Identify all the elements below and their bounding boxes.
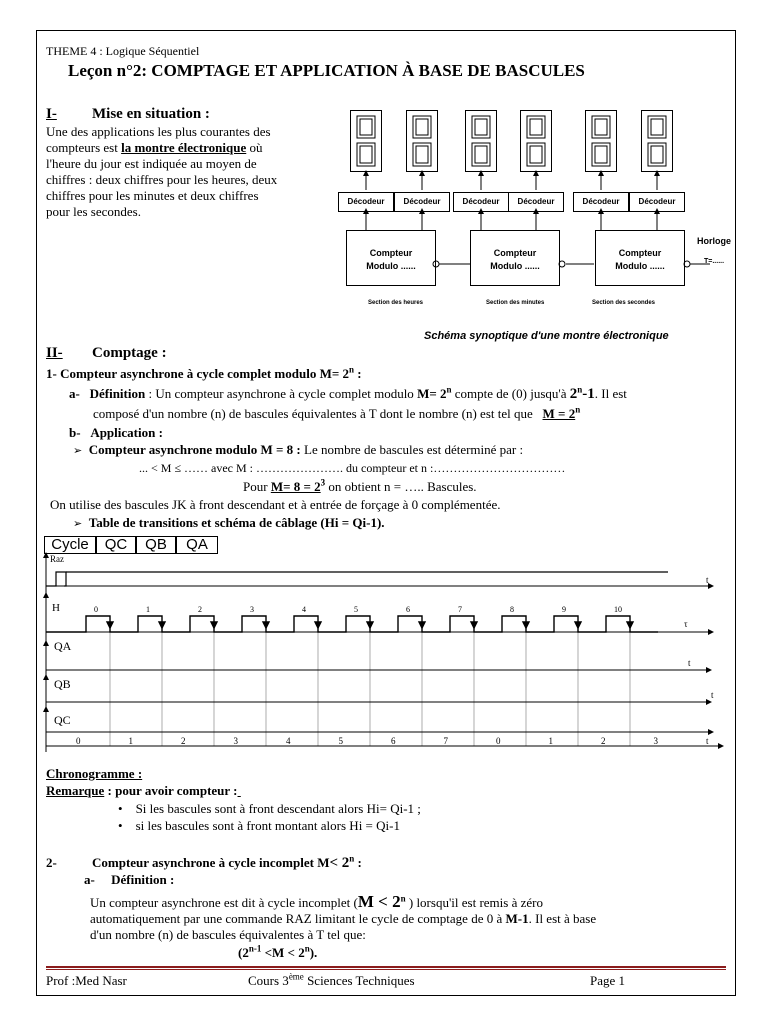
clock-number: 10 [614, 605, 622, 614]
cycle-number: 0 [496, 736, 501, 746]
falling-edge-arrow [107, 622, 113, 628]
clock-signal-H [46, 616, 658, 632]
section2-heading: Comptage : [92, 345, 167, 361]
signal-label-raz: Raz [50, 554, 64, 564]
application-line3: Pour $M= 8 = 2^3$ on obtient n = ….. Bascules. [243, 477, 477, 494]
decoder-box: Décodeur [338, 192, 394, 212]
decoder-box: Décodeur [508, 192, 564, 212]
clock-number: 8 [510, 605, 514, 614]
application-b: b- Application : [69, 425, 163, 440]
falling-edge-arrow [627, 622, 633, 628]
tab-cycle: Cycle [44, 536, 96, 554]
clock-waveform [46, 616, 658, 632]
section-label-minutes: Section des minutes [486, 300, 545, 306]
diagram-caption: Schéma synoptique d'une montre électronique [424, 330, 669, 342]
seven-segment-glyphs [350, 110, 680, 172]
bullet-item: • si les bascules sont à front montant alors Hi = Qi-1 [118, 818, 400, 833]
cycle-number: 2 [601, 736, 606, 746]
time-label: t [706, 736, 709, 746]
theme-label: THEME 4 : Logique Séquentiel [46, 44, 200, 58]
page-title: Leçon n°2: COMPTAGE ET APPLICATION À BASE DE BASCULES [68, 61, 585, 80]
section-label-seconds: Section des secondes [592, 300, 656, 306]
falling-edge-arrow [315, 622, 321, 628]
tab-qb: QB [136, 536, 176, 554]
cycle-number: 4 [286, 736, 291, 746]
clock-number: 4 [302, 605, 306, 614]
counter-minutes: Compteur Modulo ...... [470, 230, 560, 286]
application-line4: On utilise des bascules JK à front descendant et à entrée de forçage à 0 complémentée. [50, 497, 501, 512]
item2-inequality: $(2^{n-1} <M < 2^n)$. [238, 943, 318, 960]
falling-edge-arrow [367, 622, 373, 628]
item1-heading: 1- Compteur asynchrone à cycle complet modulo $M= 2^n$ : [46, 364, 362, 381]
signal-label-h: H [52, 602, 60, 614]
item2-para-line2: automatiquement par une commande RAZ limitant le cycle de comptage de 0 à M-1. Il est à base [90, 911, 597, 926]
cycle-number: 3 [653, 736, 658, 746]
time-label: t [688, 658, 691, 668]
timing-diagram [38, 552, 728, 756]
application-line1: ➢ Compteur asynchrone modulo M = 8 : Le nombre de bascules est déterminé par : [73, 442, 524, 457]
definition-a-line2: composé d'un nombre (n) de bascules équivalentes à T dont le nombre (n) est tel que $M = 2^n$ [93, 404, 581, 421]
clock-number: 7 [458, 605, 462, 614]
clock-number: 5 [354, 605, 358, 614]
clock-number: 3 [250, 605, 254, 614]
falling-edge-arrow [419, 622, 425, 628]
clock-number: 6 [406, 605, 410, 614]
falling-edge-arrow [159, 622, 165, 628]
footer-rule [46, 969, 726, 970]
item2-para-line1: Un compteur asynchrone est dit à cycle incomplet ($M < 2^n$ ) lorsqu'il est remis à zéro [90, 892, 543, 911]
cycle-number: 1 [548, 736, 553, 746]
grid-lines [110, 632, 630, 746]
cycle-number: 0 [76, 736, 81, 746]
item2-para-line3: d'un nombre (n) de bascules équivalentes à T tel que: [90, 927, 366, 942]
application-line2: ... < M ≤ …… avec M : …………………. du compteur et n :…………………………… [139, 461, 566, 475]
clock-number: 1 [146, 605, 150, 614]
remarque: Remarque : pour avoir compteur : [46, 783, 238, 798]
section1-number: I- [46, 106, 57, 122]
falling-edge-arrow [575, 622, 581, 628]
item2-heading: Compteur asynchrone à cycle incomplet $M< 2^n$ : [92, 853, 362, 871]
digit-arrows [366, 174, 657, 190]
bullet-item: • Si les bascules sont à front descendant alors Hi= Qi-1 ; [118, 801, 421, 816]
time-label: t [711, 690, 714, 700]
decoder-box: Décodeur [573, 192, 629, 212]
cycle-number: 6 [391, 736, 396, 746]
clock-number: 9 [562, 605, 566, 614]
decoder-box: Décodeur [629, 192, 685, 212]
modulo-formula: M = 2 [542, 406, 576, 421]
cycle-number: 1 [128, 736, 133, 746]
cycle-number: 3 [233, 736, 238, 746]
section2-number: II- [46, 345, 63, 361]
tab-qa: QA [176, 536, 218, 554]
definition-a: a- Définition : Un compteur asynchrone à cycle complet modulo $M= 2^n$ compte de (0) jusqu'à 2$^n$-1. Il est [69, 384, 627, 402]
tau-label: τ [684, 619, 688, 629]
clock-label: Horloge [697, 236, 732, 246]
clock-period: T=...... [704, 258, 725, 265]
counter-seconds: Compteur Modulo ...... [595, 230, 685, 286]
footer-page: Page 1 [590, 973, 626, 988]
decoder-box: Décodeur [394, 192, 450, 212]
cycle-number: 7 [443, 736, 448, 746]
footer-course: Cours 3ème Sciences Techniques [248, 971, 415, 988]
decoder-box: Décodeur [453, 192, 509, 212]
falling-edge-arrow [523, 622, 529, 628]
cycle-number: 2 [181, 736, 186, 746]
signal-label-qb: QB [54, 677, 71, 691]
time-label: t [706, 575, 709, 585]
item2-number: 2- [46, 855, 57, 870]
montre-electronique-term: la montre électronique [121, 140, 247, 155]
clock-number: 2 [198, 605, 202, 614]
counter-hours: Compteur Modulo ...... [346, 230, 436, 286]
falling-edge-arrow [263, 622, 269, 628]
clock-number: 0 [94, 605, 98, 614]
chronogramme-label: Chronogramme : [46, 766, 143, 781]
footer-rule [46, 966, 726, 968]
section1-heading: Mise en situation : [92, 106, 210, 122]
signal-label-qa: QA [54, 639, 72, 653]
section1-paragraph: Une des applications les plus courantes des compteurs est la montre électronique où l'heure du jour est indiquée au moyen de chiffres : deux chiffres pour les heures, deux chiffres pour les minutes et deux chiffres pour les secondes. [46, 124, 278, 219]
tab-qc: QC [96, 536, 136, 554]
signal-label-qc: QC [54, 713, 71, 727]
falling-edge-arrow [211, 622, 217, 628]
section-label-hours: Section des heures [368, 300, 424, 306]
cycle-number: 5 [338, 736, 343, 746]
application-line5: ➢ Table de transitions et schéma de câblage (Hi = Qi-1). [73, 515, 385, 530]
item2-definition-heading: a- Définition : [84, 872, 175, 887]
falling-edge-arrow [471, 622, 477, 628]
footer-author: Prof :Med Nasr [46, 973, 127, 988]
